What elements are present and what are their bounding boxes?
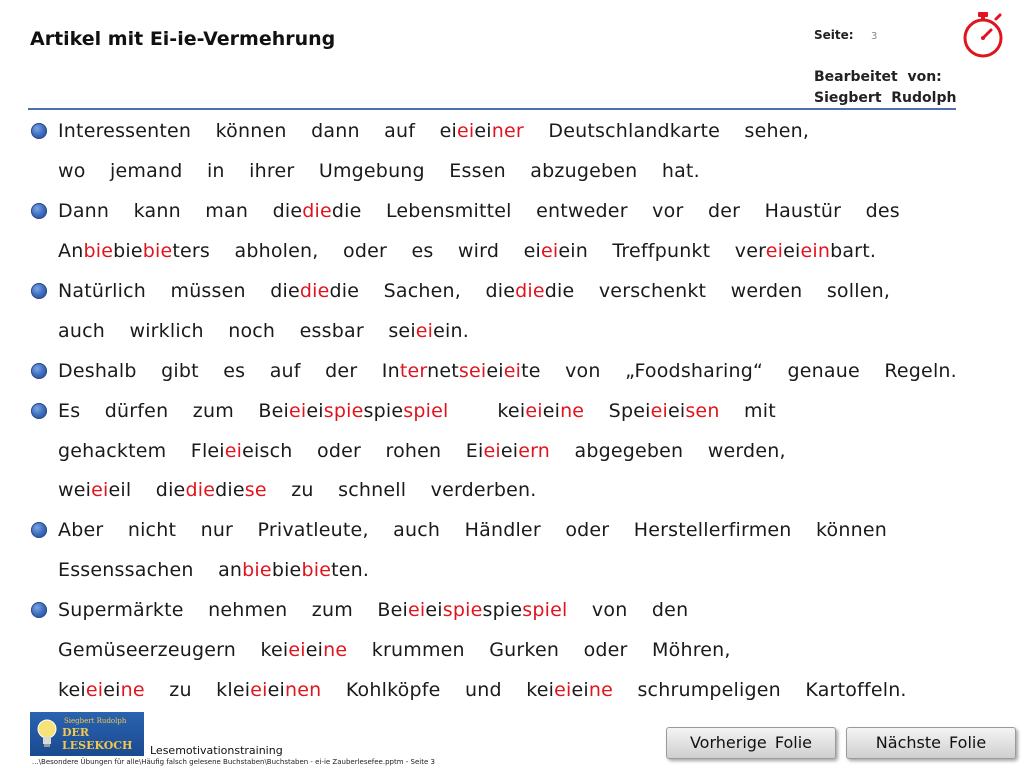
highlighted-syllable: ei [503,359,522,382]
text-segment: bart. [830,239,877,262]
text-segment: Natürlich müssen die [58,279,300,302]
text-line [30,312,990,352]
next-slide-button[interactable]: Nächste Folie [846,727,1016,759]
highlighted-syllable: spiel [522,599,568,622]
highlighted-syllable: die [302,199,332,222]
highlighted-syllable: ei [765,239,784,262]
highlighted-syllable: ter [399,359,428,382]
bullet-dot-icon [31,203,47,219]
text-segment: Aber nicht nur Privatleute, auch Händler oder Herstellerfirmen können [58,519,887,542]
bullet-dot-icon [31,522,47,538]
line-text [58,400,776,422]
text-line [30,352,990,392]
line-text [58,679,907,701]
text-segment: die verschenkt werden sollen, [544,279,891,302]
text-segment: mit [719,399,776,422]
text-segment: kei [448,399,526,422]
text-segment: An [58,239,84,262]
highlighted-syllable: ein [800,239,831,262]
editor-info [814,67,956,109]
text-line [30,192,990,232]
highlighted-syllable: ei [554,679,572,702]
line-text [58,440,786,462]
leseckoch-logo [30,712,144,756]
text-segment: zu schnell verderben. [266,479,537,502]
lightbulb-icon [36,718,58,748]
highlighted-syllable: ei [650,399,668,422]
text-segment: Deshalb gibt es auf der In [58,359,400,382]
highlighted-syllable: ei [457,120,475,142]
highlighted-syllable: bie [242,559,272,582]
text-segment: ei [474,120,492,142]
text-segment: Essenssachen an [58,559,243,582]
highlighted-syllable: die [515,279,545,302]
highlighted-syllable: ei [540,239,559,262]
line-text [58,240,876,262]
text-line [30,471,990,511]
text-segment: bie [113,239,143,262]
text-segment: kei [58,679,86,702]
logo-brand: DER LESEKOCH [62,726,133,752]
text-segment: spie [482,599,523,622]
text-segment: Interessenten können dann auf ei [58,120,457,142]
text-segment: die Lebensmittel entweder vor der Haustür des [331,199,900,222]
text-segment: eil die [108,479,186,502]
highlighted-syllable: ne [323,639,348,662]
header-divider [28,108,956,110]
line-text [58,519,887,541]
highlighted-syllable: sei [458,359,487,382]
highlighted-syllable: se [244,479,267,502]
text-segment: Deutschlandkarte sehen, [523,120,810,142]
highlighted-syllable: bie [83,239,114,262]
bullet-dot-icon [31,602,47,618]
text-line [30,511,990,551]
highlighted-syllable: spiel [403,399,449,422]
text-segment: von den [567,599,689,622]
text-segment: ei [305,639,324,662]
text-segment: abgegeben werden, [550,439,786,462]
page-number: 3 [871,31,878,42]
bullet-dot-icon [31,283,47,299]
highlighted-syllable: die [185,479,216,502]
text-line [30,551,990,591]
text-segment: wo jemand in ihrer Umgebung Essen abzugeben hat. [58,159,700,182]
text-line [30,631,990,671]
text-segment: zu klei [144,679,251,702]
slide-title: Artikel mit Ei-ie-Vermehrung [30,28,336,50]
bullet-dot-icon [31,403,47,419]
text-segment: eisch oder rohen Ei [242,439,484,462]
text-segment: ei [306,399,324,422]
bullet-dot-icon [31,363,47,379]
line-text [58,599,688,621]
text-line [30,392,990,432]
text-segment: spie [363,399,404,422]
text-segment: schrumpeligen Kartoffeln. [612,679,907,702]
line-text [58,559,369,581]
text-line [30,272,990,312]
previous-slide-button[interactable]: Vorherige Folie [666,727,836,759]
highlighted-syllable: ne [120,679,145,702]
footer-label: Lesemotivationstraining [150,744,283,757]
line-text [58,639,731,661]
text-segment: ei [267,679,285,702]
text-segment: die Sachen, die [329,279,516,302]
text-segment: net [427,359,459,382]
text-segment: die [215,479,245,502]
line-text [58,360,957,382]
highlighted-syllable: spie [323,399,364,422]
page-label: Seite: [814,28,854,42]
text-segment: ei [486,359,504,382]
highlighted-syllable: ei [408,599,426,622]
text-line [30,152,990,192]
text-segment: ein Treffpunkt ver [558,239,766,262]
text-segment: ei [783,239,801,262]
highlighted-syllable: ei [483,439,501,462]
text-segment: ei [667,399,686,422]
text-segment: gehacktem Flei [58,439,225,462]
text-segment: Es dürfen zum Bei [58,399,290,422]
text-segment: ei [500,439,519,462]
highlighted-syllable: ei [289,399,307,422]
highlighted-syllable: ei [250,679,268,702]
text-segment: Spei [584,399,651,422]
footer-file-path: ...\Besondere Übungen für alle\Häufig falsch gelesene Buchstaben\Buchstaben - ei-ie Zauberlesefee.pptm - Seite 3 [32,758,435,766]
highlighted-syllable: bie [301,559,332,582]
highlighted-syllable: ne [560,399,585,422]
highlighted-syllable: spie [442,599,483,622]
line-text [58,120,809,142]
text-segment: Kohlköpfe und kei [321,679,555,702]
line-text [58,479,536,501]
text-line [30,112,990,152]
text-segment: auch wirklich noch essbar sei [58,319,416,342]
highlighted-syllable: ne [588,679,613,702]
line-text [58,200,900,222]
highlighted-syllable: ern [518,439,550,462]
text-segment: Supermärkte nehmen zum Bei [58,599,409,622]
text-segment: ein. [433,319,470,342]
text-segment: ten. [331,559,370,582]
text-line [30,591,990,631]
text-segment: ei [425,599,443,622]
text-segment: bie [271,559,302,582]
text-segment: Gemüseerzeugern kei [58,639,289,662]
editor-line1: Bearbeitet von: [814,69,942,85]
highlighted-syllable: ei [415,319,434,342]
highlighted-syllable: nen [284,679,322,702]
highlighted-syllable: ei [85,679,104,702]
text-content [30,112,990,711]
highlighted-syllable: ei [525,399,543,422]
editor-line2: Siegbert Rudolph [814,90,957,106]
highlighted-syllable: ei [91,479,109,502]
highlighted-syllable: die [299,279,330,302]
text-line [30,432,990,472]
text-line [30,232,990,272]
text-segment: ters abholen, oder es wird ei [172,239,541,262]
text-segment: Dann kann man die [58,199,303,222]
logo-author: Siegbert Rudolph [64,717,127,725]
line-text [58,280,890,302]
text-segment: krummen Gurken oder Möhren, [347,639,731,662]
text-segment: ei [542,399,561,422]
line-text [58,320,469,342]
text-segment: ei [103,679,121,702]
stopwatch-icon[interactable] [958,10,1008,60]
highlighted-syllable: ei [288,639,306,662]
text-segment: wei [58,479,92,502]
text-segment: te von „Foodsharing“ genaue Regeln. [521,359,957,382]
highlighted-syllable: sen [685,399,720,422]
text-line [30,671,990,711]
bullet-dot-icon [31,123,47,139]
highlighted-syllable: ner [491,120,524,142]
text-segment: ei [571,679,589,702]
highlighted-syllable: bie [142,239,173,262]
line-text [58,160,700,182]
highlighted-syllable: ei [224,439,243,462]
